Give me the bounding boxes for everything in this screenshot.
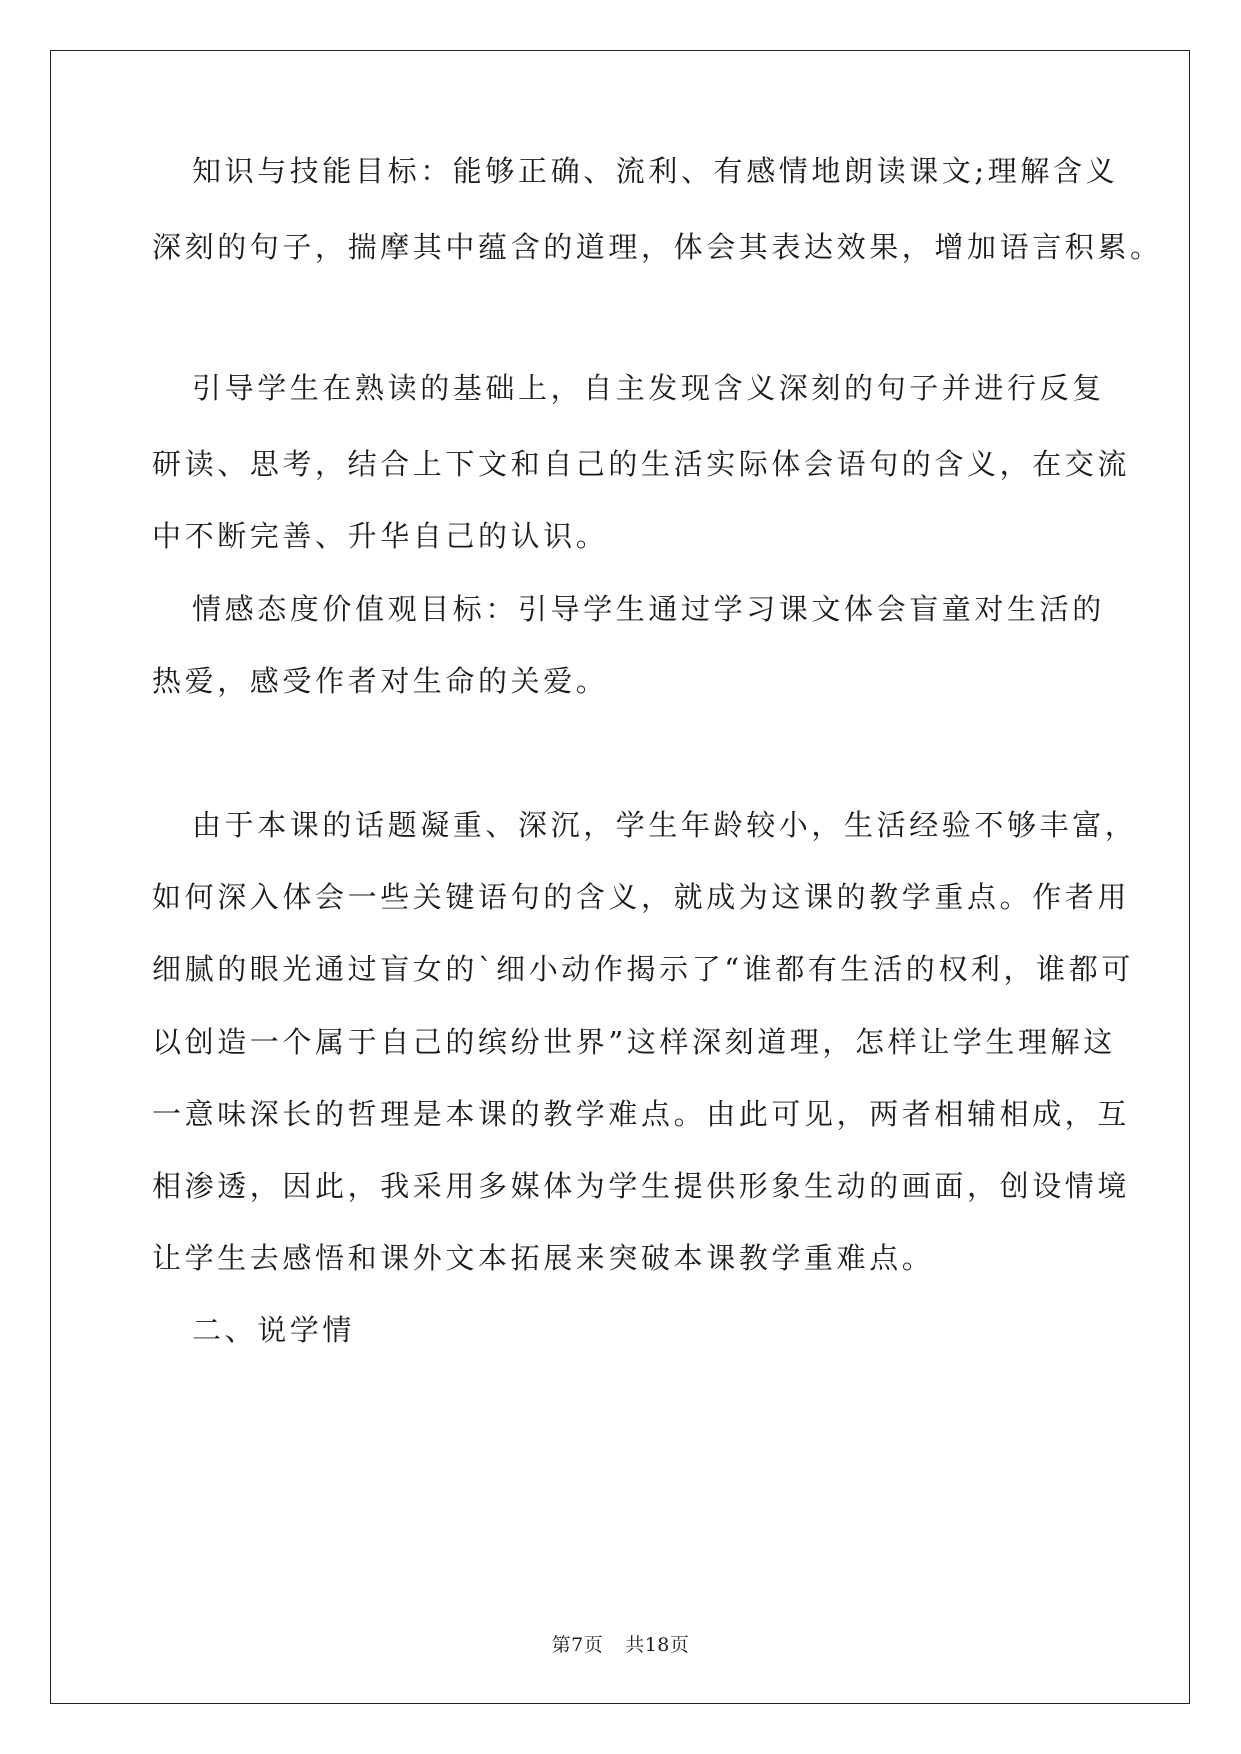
paragraph-key-difficulty-line-5: 一意味深长的哲理是本课的教学难点。由此可见，两者相辅相成，互 [152, 1097, 1131, 1131]
paragraph-knowledge-goal-line-1: 知识与技能目标：能够正确、流利、有感情地朗读课文;理解含义 [192, 154, 1119, 188]
paragraph-process-goal-line-1: 引导学生在熟读的基础上，自主发现含义深刻的句子并进行反复 [192, 371, 1105, 405]
paragraph-knowledge-goal-line-2: 深刻的句子，揣摩其中蕴含的道理，体会其表达效果，增加语言积累。 [152, 230, 1163, 264]
paragraph-key-difficulty-line-1: 由于本课的话题凝重、深沉，学生年龄较小，生活经验不够丰富， [192, 808, 1138, 842]
paragraph-key-difficulty-line-7: 让学生去感悟和课外文本拓展来突破本课教学重难点。 [152, 1241, 935, 1275]
paragraph-key-difficulty-line-4: 以创造一个属于自己的缤纷世界”这样深刻道理，怎样让学生理解这 [152, 1025, 1116, 1059]
section-heading-student-analysis: 二、说学情 [192, 1313, 356, 1347]
paragraph-key-difficulty-line-2: 如何深入体会一些关键语句的含义，就成为这课的教学重点。作者用 [152, 880, 1131, 914]
page-footer [0, 1636, 1241, 1655]
page-number: 第7页 [551, 1634, 604, 1656]
page-total: 共18页 [625, 1634, 690, 1656]
paragraph-process-goal-line-2: 研读、思考，结合上下文和自己的生活实际体会语句的含义，在交流 [152, 447, 1131, 481]
paragraph-key-difficulty-line-3: 细腻的眼光通过盲女的`细小动作揭示了“谁都有生活的权利，谁都可 [152, 952, 1134, 986]
paragraph-emotion-goal-line-1: 情感态度价值观目标：引导学生通过学习课文体会盲童对生活的 [192, 592, 1105, 626]
paragraph-key-difficulty-line-6: 相渗透，因此，我采用多媒体为学生提供形象生动的画面，创设情境 [152, 1169, 1131, 1203]
page-border [50, 50, 1190, 1704]
paragraph-emotion-goal-line-2: 热爱，感受作者对生命的关爱。 [152, 664, 609, 698]
paragraph-process-goal-line-3: 中不断完善、升华自己的认识。 [152, 519, 609, 553]
